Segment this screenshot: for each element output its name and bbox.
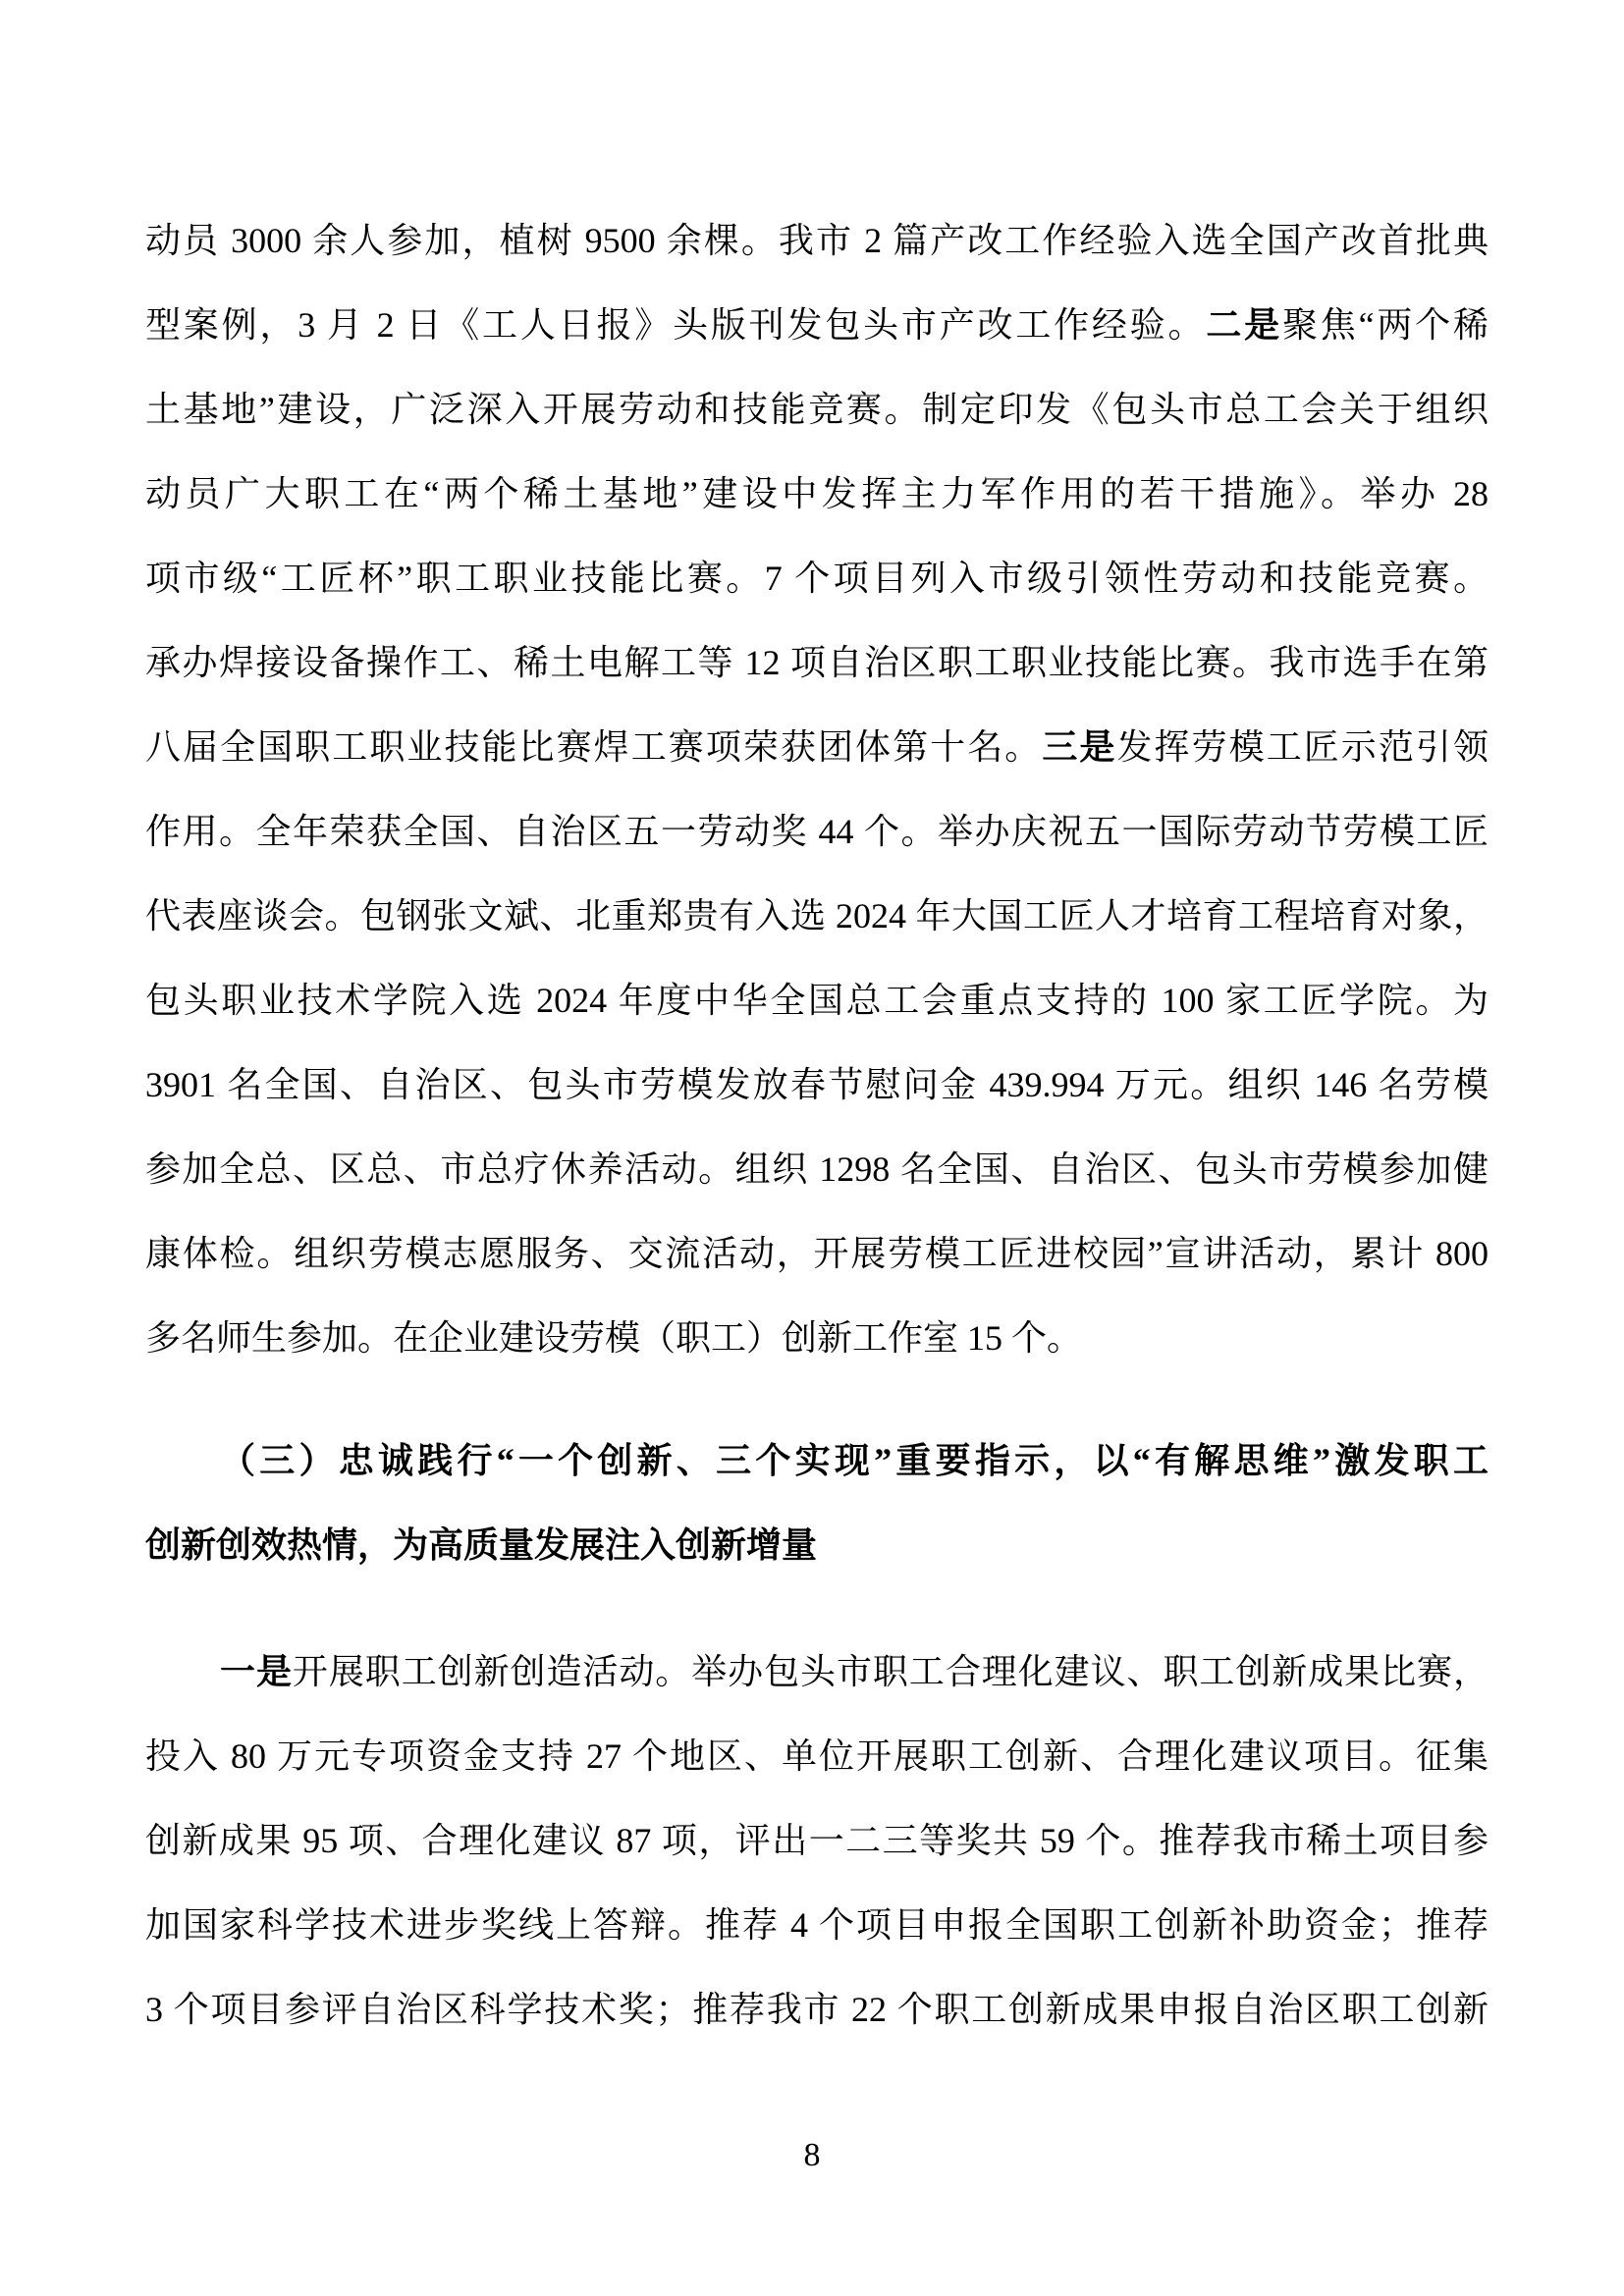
text-line (145, 874, 1489, 958)
text-run: 投入 80 万元专项资金支持 27 个地区、单位开展职工创新、合理化建议项目。征集 (145, 1736, 1489, 1776)
text-line (145, 1883, 1489, 1967)
text-run: 包头职业技术学院入选 2024 年度中华全国总工会重点支持的 100 家工匠学院。为 (145, 981, 1489, 1020)
text-run: 型案例，3 月 2 日《工人日报》头版刊发包头市产改工作经验。 (145, 305, 1207, 345)
text-run: 发挥劳模工匠示范引领 (1116, 727, 1489, 767)
text-line (145, 283, 1489, 367)
emphasis-run: 三是 (1042, 727, 1117, 767)
text-run: 开展职工创新创造活动。举办包头市职工合理化建议、职工创新成果比赛， (292, 1652, 1489, 1691)
paragraph-p1 (145, 198, 1489, 1380)
paragraph-p2 (145, 1418, 1489, 1587)
text-run: 聚焦“两个稀 (1281, 305, 1489, 345)
text-run: 代表座谈会。包钢张文斌、北重郑贵有入选 2024 年大国工匠人才培育工程培育对象， (145, 896, 1489, 935)
text-run: （三）忠诚践行“一个创新、三个实现”重要指示，以“有解思维”激发职工 (220, 1441, 1489, 1480)
text-line (145, 1418, 1489, 1503)
text-line (145, 1967, 1489, 2052)
text-line (145, 1211, 1489, 1296)
text-run: 创新创效热情，为高质量发展注入创新增量 (145, 1525, 818, 1565)
page-footer (0, 2134, 1624, 2177)
text-run: 3901 名全国、自治区、包头市劳模发放春节慰问金 439.994 万元。组织 146 名劳模 (145, 1065, 1489, 1104)
text-run: 3 个项目参评自治区科学技术奖；推荐我市 22 个职工创新成果申报自治区职工创新 (145, 1990, 1489, 2029)
text-line (145, 789, 1489, 874)
page-number: 8 (803, 2137, 821, 2173)
text-run: 作用。全年荣获全国、自治区五一劳动奖 44 个。举办庆祝五一国际劳动节劳模工匠 (145, 812, 1489, 851)
text-run: 创新成果 95 项、合理化建议 87 项，评出一二三等奖共 59 个。推荐我市稀土项目参 (145, 1821, 1489, 1860)
text-line (145, 452, 1489, 536)
text-line (145, 705, 1489, 789)
text-line (145, 620, 1489, 705)
text-line (145, 1798, 1489, 1883)
text-run: 项市级“工匠杯”职工职业技能比赛。7 个项目列入市级引领性劳动和技能竞赛。 (145, 559, 1489, 598)
text-run: 加国家科学技术进步奖线上答辩。推荐 4 个项目申报全国职工创新补助资金；推荐 (145, 1905, 1489, 1945)
text-run: 多名师生参加。在企业建设劳模（职工）创新工作室 15 个。 (145, 1318, 1083, 1358)
text-line (145, 1042, 1489, 1127)
document-body (145, 198, 1489, 2052)
text-line (145, 198, 1489, 283)
emphasis-run: 二是 (1206, 305, 1282, 345)
text-run: 八届全国职工职业技能比赛焊工赛项荣获团体第十名。 (145, 727, 1043, 767)
text-line (145, 1714, 1489, 1798)
text-run: 动员 3000 余人参加，植树 9500 余棵。我市 2 篇产改工作经验入选全国产改首批典 (145, 221, 1489, 260)
text-line (145, 1296, 1489, 1380)
text-line (145, 958, 1489, 1042)
text-run: 土基地”建设，广泛深入开展劳动和技能竞赛。制定印发《包头市总工会关于组织 (145, 390, 1489, 429)
paragraph-p3 (145, 1629, 1489, 2052)
text-run: 参加全总、区总、市总疗休养活动。组织 1298 名全国、自治区、包头市劳模参加健 (145, 1149, 1489, 1189)
text-line (145, 1629, 1489, 1714)
text-run: 康体检。组织劳模志愿服务、交流活动，开展劳模工匠进校园”宣讲活动，累计 800 (145, 1234, 1489, 1273)
text-line (145, 1127, 1489, 1211)
emphasis-run: 一是 (220, 1652, 293, 1691)
text-run: 动员广大职工在“两个稀土基地”建设中发挥主力军作用的若干措施》。举办 28 (145, 474, 1489, 513)
text-line (145, 1503, 1489, 1587)
text-run: 承办焊接设备操作工、稀土电解工等 12 项自治区职工职业技能比赛。我市选手在第 (145, 643, 1489, 682)
text-line (145, 367, 1489, 452)
text-line (145, 536, 1489, 620)
